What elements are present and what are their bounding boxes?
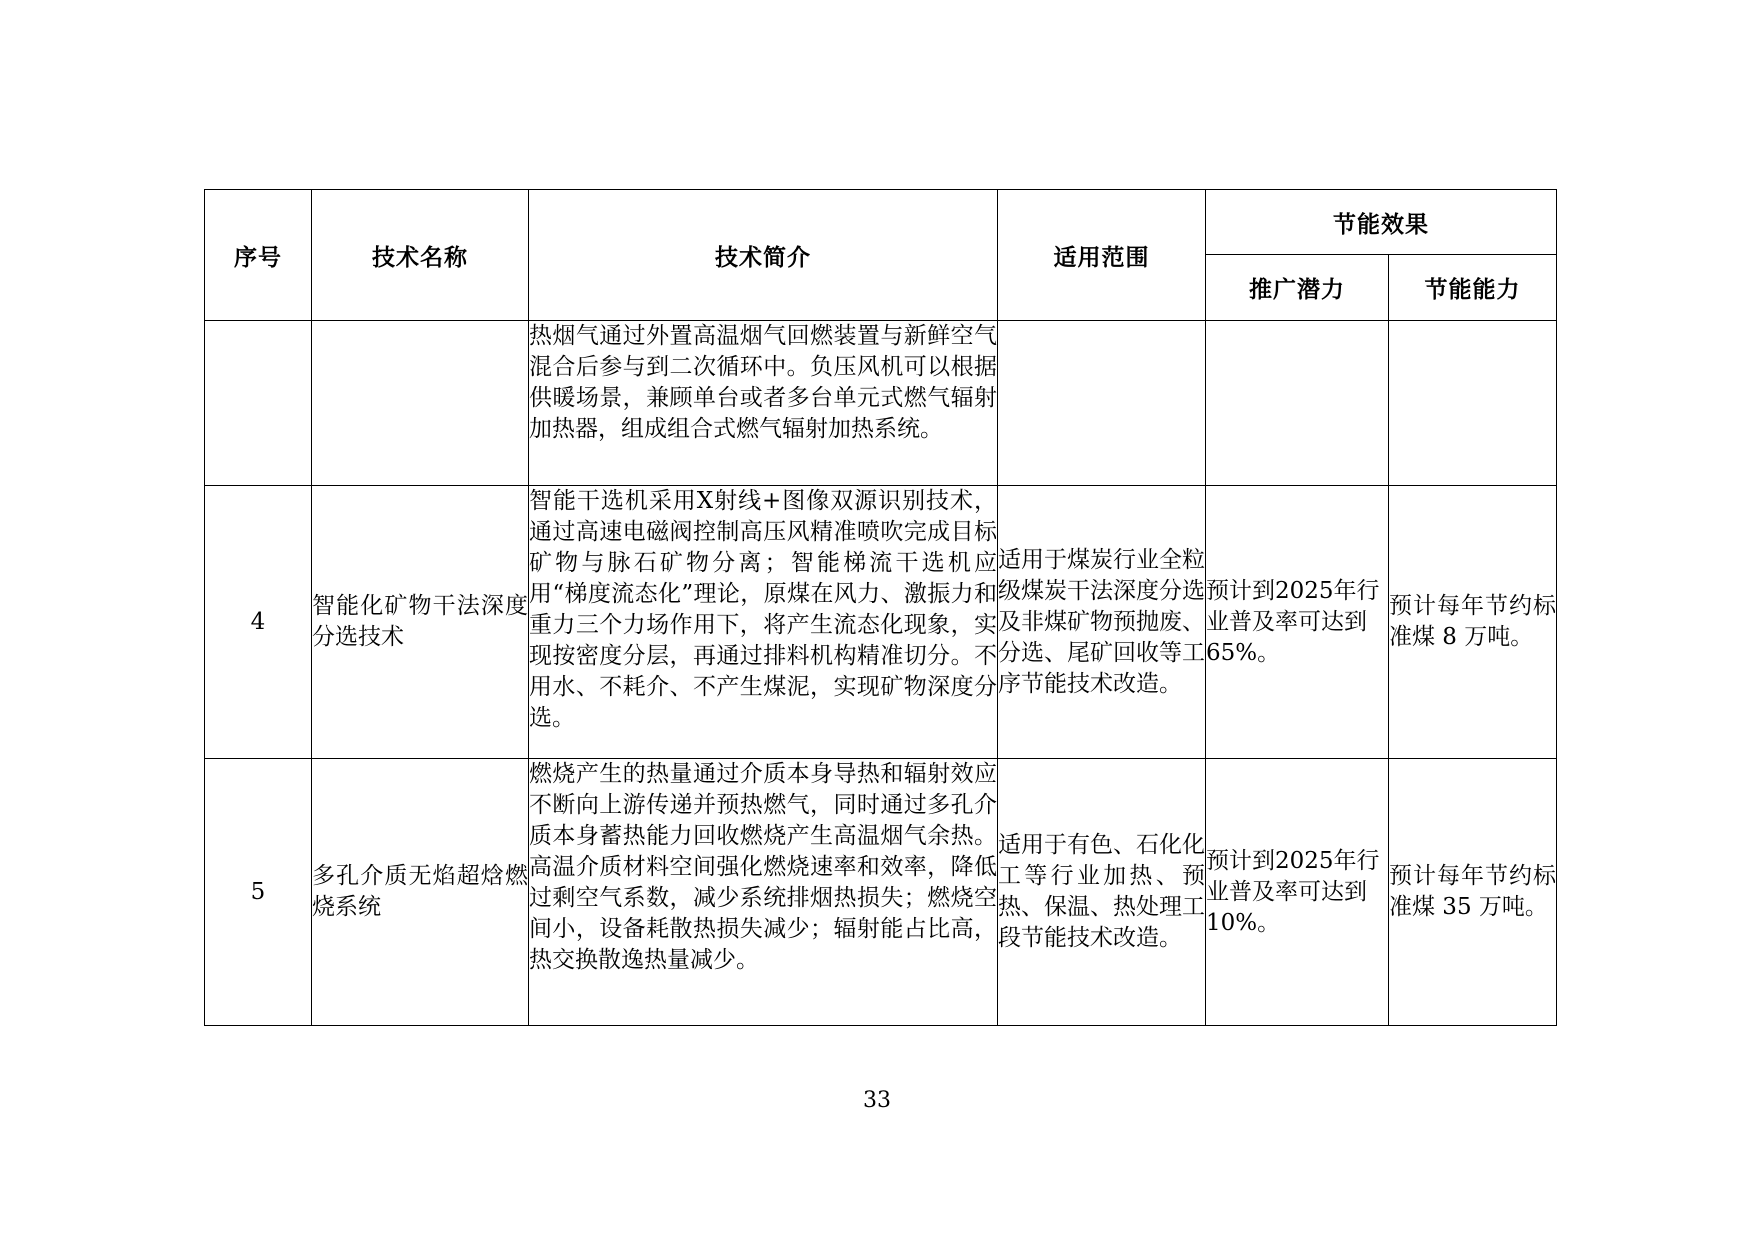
row-tech-description (529, 486, 998, 759)
row-potential (1206, 321, 1389, 486)
header-tech-description: 技术简介 (529, 190, 998, 321)
page-number: 33 (863, 1088, 891, 1113)
row-capacity: 预计每年节约标准煤 8 万吨。 (1389, 486, 1557, 759)
row-capacity (1389, 321, 1557, 486)
description-text: 热烟气通过外置高温烟气回燃装置与新鲜空气混合后参与到二次循环中。负压风机可以根据供暖场景，兼顾单台或者多台单元式燃气辐射加热器，组成组合式燃气辐射加热系统。 (529, 323, 997, 442)
header-energy-effect: 节能效果 (1206, 190, 1557, 255)
header-index: 序号 (205, 190, 312, 321)
header-tech-name: 技术名称 (312, 190, 529, 321)
row-tech-description (529, 759, 998, 1026)
header-capacity: 节能能力 (1389, 255, 1557, 321)
row-tech-name: 多孔介质无焰超焓燃烧系统 (312, 759, 529, 1026)
row-potential: 预计到2025年行业普及率可达到65%。 (1206, 486, 1389, 759)
row-scope (998, 321, 1206, 486)
row-tech-name (312, 321, 529, 486)
table-row (205, 486, 1557, 759)
row-index: 4 (205, 486, 312, 759)
description-text: 燃烧产生的热量通过介质本身导热和辐射效应不断向上游传递并预热燃气，同时通过多孔介质本身蓄热能力回收燃烧产生高温烟气余热。高温介质材料空间强化燃烧速率和效率，降低过剩空气系数，减少系统排烟热损失；燃烧空间小，设备耗散热损失减少；辐射能占比高，热交换散逸热量减少。 (529, 761, 997, 973)
row-scope: 适用于有色、石化化工等行业加热、预热、保温、热处理工段节能技术改造。 (998, 759, 1206, 1026)
row-scope: 适用于煤炭行业全粒级煤炭干法深度分选及非煤矿物预抛废、分选、尾矿回收等工序节能技术改造。 (998, 486, 1206, 759)
description-text: 智能干选机采用X射线+图像双源识别技术，通过高速电磁阀控制高压风精准喷吹完成目标矿物与脉石矿物分离；智能梯流干选机应用“梯度流态化”理论，原煤在风力、激振力和重力三个力场作用下，将产生流态化现象，实现按密度分层，再通过排料机构精准切分。不用水、不耗介、不产生煤泥，实现矿物深度分选。 (529, 488, 997, 731)
table-row (205, 321, 1557, 486)
row-tech-name: 智能化矿物干法深度分选技术 (312, 486, 529, 759)
row-index: 5 (205, 759, 312, 1026)
row-index (205, 321, 312, 486)
energy-saving-technology-table (204, 189, 1557, 1026)
row-potential: 预计到2025年行业普及率可达到10%。 (1206, 759, 1389, 1026)
row-tech-description (529, 321, 998, 486)
table-row (205, 759, 1557, 1026)
header-potential: 推广潜力 (1206, 255, 1389, 321)
row-capacity: 预计每年节约标准煤 35 万吨。 (1389, 759, 1557, 1026)
header-scope: 适用范围 (998, 190, 1206, 321)
